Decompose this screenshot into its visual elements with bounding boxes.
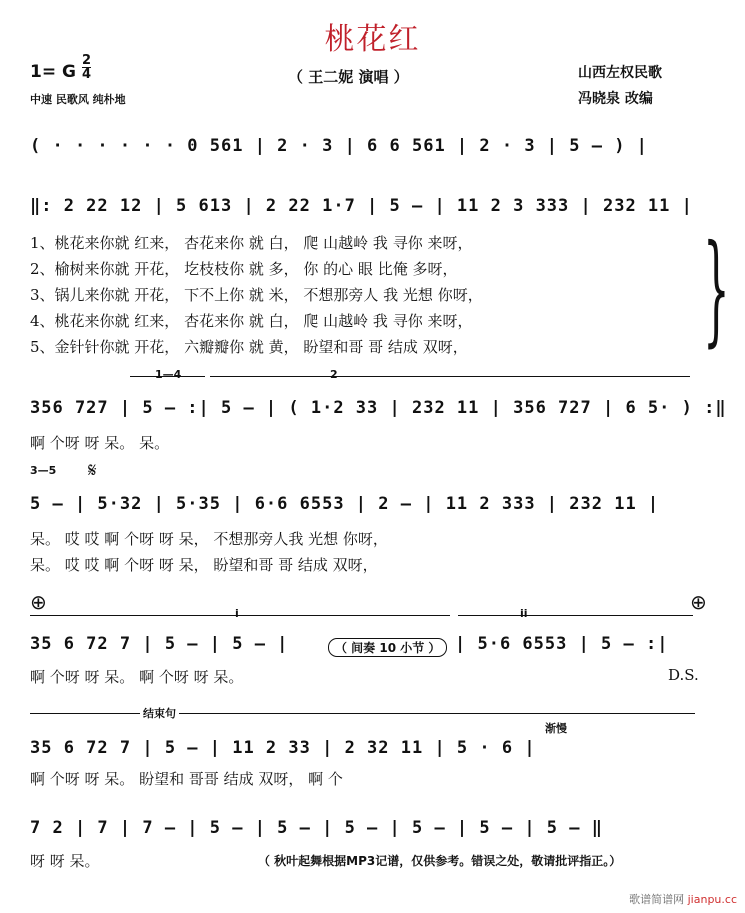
ending-phrase-rule: [30, 713, 695, 714]
ending-label-1: 1—4: [155, 368, 182, 381]
ending-phrase-label: 结束句: [140, 705, 179, 721]
lyrics-line-3: 啊 个呀 呀 呆。 呆。: [30, 434, 170, 452]
music-line-6: 35 6 72 7 | 5 – | 11 2 33 | 2 32 11 | 5 · 6 |: [30, 738, 536, 758]
time-bottom: 4: [82, 67, 92, 82]
lyrics-line-5: 啊 个呀 呀 呆。 啊 个呀 呀 呆。: [30, 668, 244, 686]
lyrics-line-4b: 呆。 哎 哎 啊 个呀 呀 呆， 盼望和哥 哥 结成 双呀，: [30, 556, 378, 574]
key-signature: 1= G: [30, 62, 76, 82]
arranger: 冯晓泉 改编: [578, 91, 653, 107]
volta-bracket-i: [30, 615, 450, 616]
song-origin: 山西左权民歌: [578, 65, 662, 81]
music-line-2: ‖: 2 22 12 | 5 613 | 2 22 1·7 | 5 – | 11 2 3 333 | 232 11 |: [30, 196, 693, 216]
volta-label-i: i: [235, 607, 239, 620]
verse-5: 5、金针针你就 开花， 六瓣瓣你 就 黄， 盼望和哥 哥 结成 双呀，: [30, 338, 468, 356]
watermark-url: jianpu.cc: [687, 893, 737, 906]
music-line-4: 5 – | 5·32 | 5·35 | 6·6 6553 | 2 – | 11 2 333 | 232 11 |: [30, 494, 660, 514]
ritardando-mark: 渐慢: [545, 722, 567, 735]
lyrics-line-6: 啊 个呀 呀 呆。 盼望和 哥哥 结成 双呀， 啊 个: [30, 770, 343, 788]
music-line-5: 35 6 72 7 | 5 – | 5 – |: [30, 634, 289, 654]
watermark-text: 歌谱简谱网: [629, 893, 685, 906]
tempo-marking: 中速 民歌风 纯朴地: [30, 93, 126, 106]
coda-icon-right: ⊕: [690, 590, 707, 614]
transcription-note: （ 秋叶起舞根据MP3记谱，仅供参考。错误之处，敬请批评指正。）: [258, 854, 622, 868]
ending-label-3: 3—5: [30, 464, 57, 477]
performer: （ 王二妮 演唱 ）: [288, 68, 409, 86]
verse-1: 1、桃花来你就 红来， 杏花来你 就 白， 爬 山越岭 我 寻你 来呀，: [30, 234, 473, 252]
music-line-3: 356 727 | 5 – :| 5 – | ( 1·2 33 | 232 11 | 356 727 | 6 5· ) :‖: [30, 398, 727, 418]
verse-2: 2、榆树来你就 开花， 圪枝枝你 就 多， 你 的心 眼 比俺 多呀，: [30, 260, 458, 278]
dal-segno-mark: D.S.: [668, 666, 699, 684]
ending-label-2: 2: [330, 368, 338, 381]
watermark: [629, 891, 737, 907]
verse-3: 3、锅儿来你就 开花， 下不上你 就 米， 不想那旁人 我 光想 你呀，: [30, 286, 483, 304]
music-line-7: 7 2 | 7 | 7 – | 5 – | 5 – | 5 – | 5 – | 5 – | 5 – ‖: [30, 818, 603, 838]
lyrics-line-4a: 呆。 哎 哎 啊 个呀 呀 呆， 不想那旁人我 光想 你呀，: [30, 530, 388, 548]
coda-icon-left: ⊕: [30, 590, 47, 614]
song-title: 桃花红: [324, 22, 421, 57]
time-top: 2: [82, 53, 92, 68]
music-line-1: ( · · · · · · 0 561 | 2 · 3 | 6 6 561 | 2 · 3 | 5 – ) |: [30, 136, 648, 156]
interlude-note: （ 间奏 10 小节 ）: [328, 638, 447, 657]
ending-bracket-2: [210, 376, 690, 377]
lyrics-line-7: 呀 呀 呆。: [30, 852, 100, 870]
time-signature: [82, 54, 91, 81]
volta-bracket-ii: [458, 615, 693, 616]
segno-icon: 𝄋: [88, 458, 97, 482]
verse-brace: }: [703, 220, 730, 359]
music-line-5b: | 5·6 6553 | 5 – :|: [455, 634, 669, 654]
verse-4: 4、桃花来你就 红来， 杏花来你 就 白， 爬 山越岭 我 寻你 来呀，: [30, 312, 473, 330]
volta-label-ii: ii: [520, 607, 528, 620]
